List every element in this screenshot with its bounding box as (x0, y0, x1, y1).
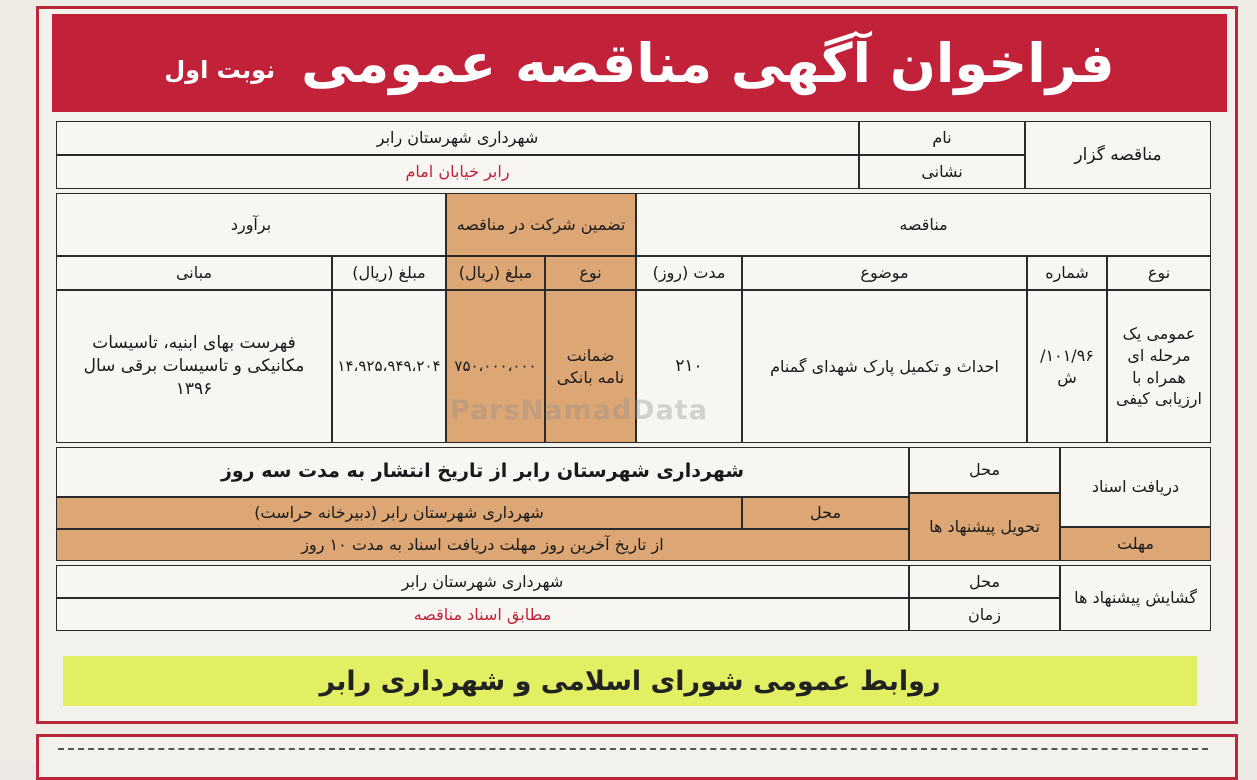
guarantee-type: ضمانت نامه بانکی (545, 290, 636, 443)
receive-place-label: محل (909, 447, 1060, 493)
next-notice-frame (36, 734, 1238, 780)
col-type: نوع (1107, 256, 1211, 290)
tenderer-label: مناقصه گزار (1025, 121, 1211, 189)
col-subject: موضوع (742, 256, 1027, 290)
dashed-divider (58, 748, 1208, 750)
receive-docs-value: شهرداری شهرستان رابر از تاریخ انتشار به مدت سه روز (56, 447, 909, 497)
tenderer-name: شهرداری شهرستان رابر (56, 121, 859, 155)
opening-time-value: مطابق اسناد مناقصه (56, 598, 909, 631)
guarantee-header: تضمین شرکت در مناقصه (446, 193, 636, 256)
opening-label: گشایش پیشنهاد ها (1060, 565, 1211, 631)
col-basis: مبانی (56, 256, 332, 290)
estimate-header: برآورد (56, 193, 446, 256)
footer-public-relations: روابط عمومی شورای اسلامی و شهرداری رابر (63, 656, 1197, 706)
opening-place-value: شهرداری شهرستان رابر (56, 565, 909, 598)
estimate-amount: ۱۴،۹۲۵،۹۴۹،۲۰۴ (332, 290, 446, 443)
submit-place-label: محل (742, 497, 909, 529)
col-duration: مدت (روز) (636, 256, 742, 290)
notice-banner (52, 14, 1227, 112)
col-estimate-amount: مبلغ (ریال) (332, 256, 446, 290)
watermark: ParsNamadData (450, 395, 708, 426)
tender-type: عمومی یک مرحله ای همراه با ارزیابی کیفی (1107, 290, 1211, 443)
notice-round: نوبت اول (164, 56, 276, 84)
opening-place-label: محل (909, 565, 1060, 598)
name-label: نام (859, 121, 1025, 155)
tender-subject: احداث و تکمیل پارک شهدای گمنام (742, 290, 1027, 443)
tender-number: ۱۰۱/۹۶/ش (1027, 290, 1107, 443)
col-guarantee-amount: مبلغ (ریال) (446, 256, 545, 290)
notice-title: فراخوان آگهی مناقصه عمومی (301, 31, 1115, 95)
estimate-basis: فهرست بهای ابنیه، تاسیسات مکانیکی و تاسیسات برقی سال ۱۳۹۶ (56, 290, 332, 443)
submit-deadline-value: از تاریخ آخرین روز مهلت دریافت اسناد به مدت ۱۰ روز (56, 529, 909, 561)
col-number: شماره (1027, 256, 1107, 290)
submit-label: تحویل پیشنهاد ها (909, 493, 1060, 561)
submit-place-value: شهرداری شهرستان رابر (دبیرخانه حراست) (56, 497, 742, 529)
opening-time-label: زمان (909, 598, 1060, 631)
receive-docs-label: دریافت اسناد (1060, 447, 1211, 527)
col-guarantee-type: نوع (545, 256, 636, 290)
deadline-label: مهلت (1060, 527, 1211, 561)
guarantee-amount: ۷۵۰،۰۰۰،۰۰۰ (446, 290, 545, 443)
tender-header: مناقصه (636, 193, 1211, 256)
address-label: نشانی (859, 155, 1025, 189)
tender-duration: ۲۱۰ (636, 290, 742, 443)
tenderer-address: رابر خیابان امام (56, 155, 859, 189)
